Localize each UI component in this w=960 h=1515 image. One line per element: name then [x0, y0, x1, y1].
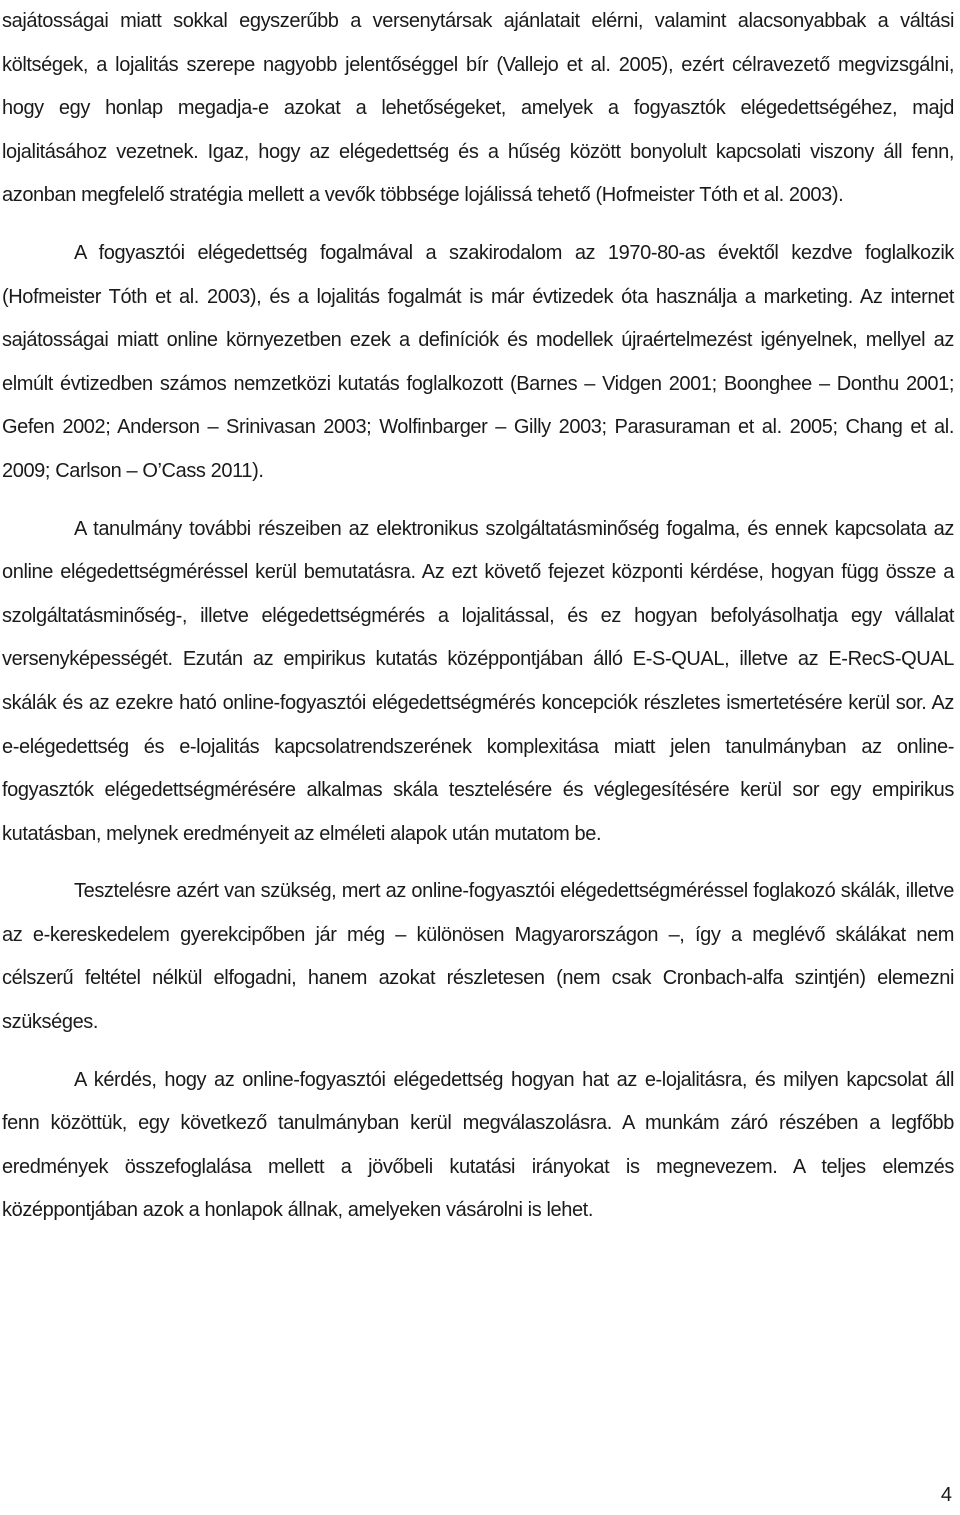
paragraph-1: sajátosságai miatt sokkal egyszerűbb a versenytársak ajánlatait elérni, valamint alacsonyabbak a váltási költségek, a lojalitás szerepe nagyobb jelentőséggel bír (Vallejo et al. 2005), ezért célravezető megvizsgálni, hogy egy honlap megadja-e azokat a lehetőségeket, amelyek a fogyasztók elégedettségéhez, majd lojalitásához vezetnek. Igaz, hogy az elégedettség és a hűség között bonyolult kapcsolati viszony áll fenn, azonban megfelelő stratégia mellett a vevők többsége lojálissá tehető (Hofmeister Tóth et al. 2003).: [2, 10, 954, 207]
paragraph-gap: [2, 1045, 954, 1059]
paragraph-gap: [2, 856, 954, 870]
paragraph-3: A tanulmány további részeiben az elektronikus szolgáltatásminőség fogalma, és ennek kapcsolata az online elégedettségméréssel kerül bemutatásra. Az ezt követő fejezet központi kérdése, hogyan függ össze a szolgáltatásminőség-, illetve elégedettségmérés a lojalitással, és ez hogyan befolyásolhatja egy vállalat versenyképességét. Ezután az empirikus kutatás középpontjában álló E-S-QUAL, illetve az E-RecS-QUAL skálák és az ezekre ható online-fogyasztói elégedettségmérés koncepciók részletes ismertetésére kerül sor. Az e-elégedettség és e-lojalitás kapcsolatrendszerének komplexitása miatt jelen tanulmányban az online-fogyasztók elégedettségmérésére alkalmas skála tesztelésére és véglegesítésére kerül sor egy empirikus kutatásban, melynek eredményeit az elméleti alapok után mutatom be.: [2, 517, 954, 845]
paragraph-5: A kérdés, hogy az online-fogyasztói elégedettség hogyan hat az e-lojalitásra, és milyen kapcsolat áll fenn közöttük, egy következő tanulmányban kerül megválaszolásra. A munkám záró részében a legfőbb eredmények összefoglalása mellett a jövőbeli kutatási irányokat is megnevezem. A teljes elemzés középpontjában azok a honlapok állnak, amelyeken vásárolni is lehet.: [2, 1068, 954, 1222]
paragraph-4: Tesztelésre azért van szükség, mert az online-fogyasztói elégedettségméréssel foglakozó skálák, illetve az e-kereskedelem gyerekcipőben jár még – különösen Magyarországon –, így a meglévő skálákat nem célszerű feltétel nélkül elfogadni, hanem azokat részletesen (nem csak Cronbach-alfa szintjén) elemezni szükséges.: [2, 880, 954, 1034]
body-text: [2, 0, 954, 1233]
page-number: 4: [940, 1484, 952, 1506]
paragraph-gap: [2, 218, 954, 232]
paragraph-gap: [2, 494, 954, 508]
paragraph-2: A fogyasztói elégedettség fogalmával a szakirodalom az 1970-80-as évektől kezdve foglalkozik (Hofmeister Tóth et al. 2003), és a lojalitás fogalmát is már évtizedek óta használja a marketing. Az internet sajátosságai miatt online környezetben ezek a definíciók és modellek újraértelmezést igényelnek, mellyel az elmúlt évtizedben számos nemzetközi kutatás foglalkozott (Barnes – Vidgen 2001; Boonghee – Donthu 2001; Gefen 2002; Anderson – Srinivasan 2003; Wolfinbarger – Gilly 2003; Parasuraman et al. 2005; Chang et al. 2009; Carlson – O’Cass 2011).: [2, 241, 954, 482]
